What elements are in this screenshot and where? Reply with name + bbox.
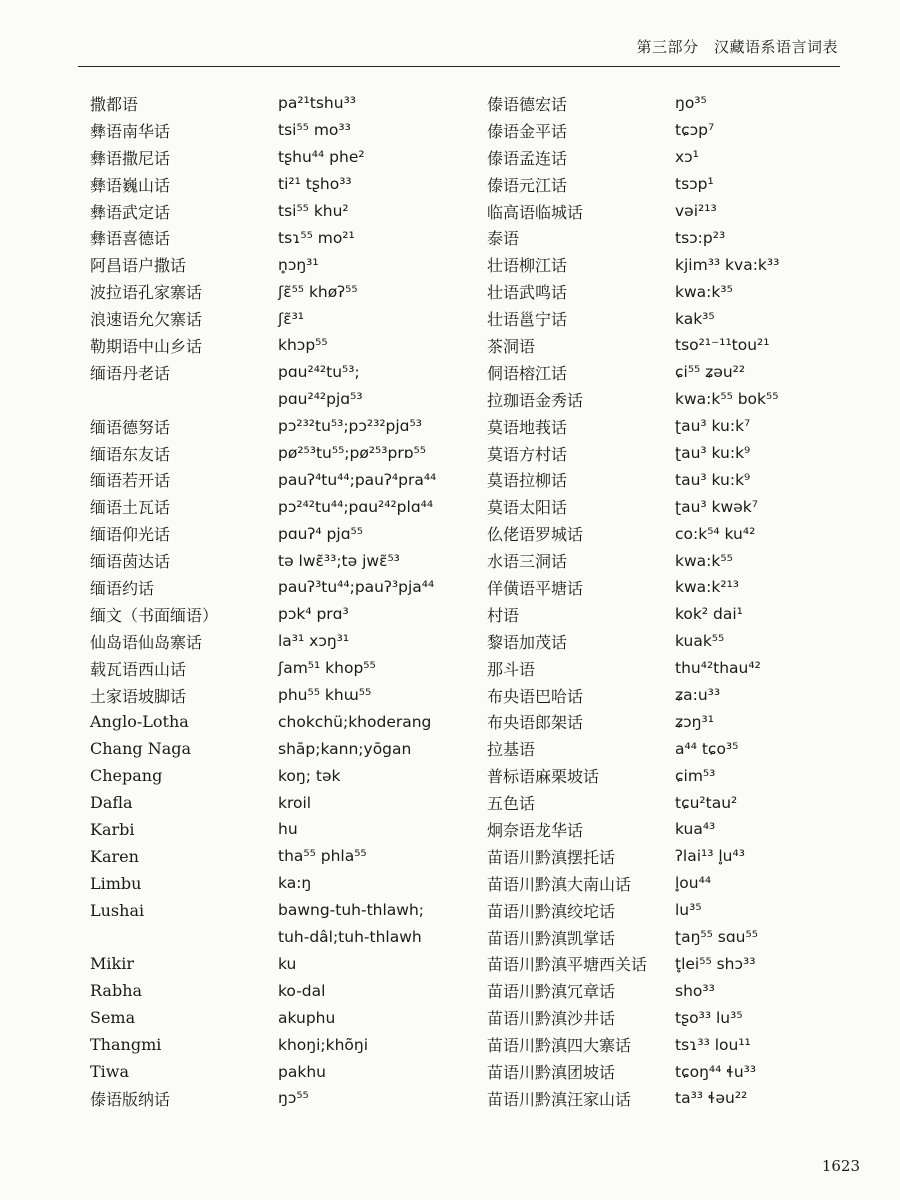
entry-row xyxy=(487,628,847,655)
language-name: 拉基语 xyxy=(487,740,536,760)
word-form: ʈau³ ku:k⁷ xyxy=(675,417,751,436)
entry-row xyxy=(487,870,847,897)
word-form: hu xyxy=(278,820,298,839)
word-form: xɔ¹ xyxy=(675,148,699,167)
entry-row xyxy=(90,574,470,601)
word-form: t̥lei⁵⁵ shɔ³³ xyxy=(675,954,756,973)
word-form: tha⁵⁵ phla⁵⁵ xyxy=(278,847,367,866)
word-form: kroil xyxy=(278,793,312,812)
language-name: 傣语孟连话 xyxy=(487,148,568,168)
entry-row xyxy=(487,386,847,413)
entry-row xyxy=(487,332,847,359)
language-name: 缅文（书面缅语） xyxy=(90,605,219,625)
word-form: khoŋi;khõŋi xyxy=(278,1035,369,1054)
language-name: 水语三洞话 xyxy=(487,552,568,572)
word-form: tsɔp¹ xyxy=(675,175,714,194)
word-form: ɕi⁵⁵ ʑəu²² xyxy=(675,363,746,382)
entry-row xyxy=(487,601,847,628)
entry-row xyxy=(90,924,470,951)
language-name: 苗语川黔滇绞坨话 xyxy=(487,901,616,921)
word-form: l̥ou⁴⁴ xyxy=(675,874,712,893)
entry-row xyxy=(487,574,847,601)
entry-row xyxy=(487,413,847,440)
entry-row xyxy=(90,359,470,386)
word-form: pɔ²⁴²tu⁴⁴;pɑu²⁴²plɑ⁴⁴ xyxy=(278,497,434,516)
entry-row xyxy=(90,977,470,1004)
word-form: ʃɛ̃³¹ xyxy=(278,309,305,328)
language-name: 缅语若开话 xyxy=(90,471,171,491)
entry-row xyxy=(487,117,847,144)
language-name: Anglo-Lotha xyxy=(90,712,189,732)
word-form: co:k⁵⁴ ku⁴² xyxy=(675,524,756,543)
entry-row xyxy=(90,440,470,467)
entry-row xyxy=(487,816,847,843)
word-form: kua⁴³ xyxy=(675,820,716,839)
language-name: Lushai xyxy=(90,900,145,920)
language-name: 缅语土瓦话 xyxy=(90,498,171,518)
word-form: shāp;kann;yōgan xyxy=(278,739,412,758)
entry-row xyxy=(90,1004,470,1031)
language-name: Tiwa xyxy=(90,1062,130,1081)
entry-row xyxy=(90,171,470,198)
language-name: 村语 xyxy=(487,605,520,625)
entry-row xyxy=(90,413,470,440)
language-name: 苗语川黔滇汪家山话 xyxy=(487,1089,632,1109)
entry-row xyxy=(487,493,847,520)
language-name: 彝语喜德话 xyxy=(90,229,171,249)
word-form: khɔp⁵⁵ xyxy=(278,336,328,355)
language-name: 那斗语 xyxy=(487,659,536,679)
language-name: 苗语川黔滇平塘西关话 xyxy=(487,955,648,975)
word-form: tsɔ:p²³ xyxy=(675,228,726,247)
word-form: ta³³ ɬəu²² xyxy=(675,1089,748,1108)
language-name: 载瓦语西山话 xyxy=(90,659,187,679)
entry-row xyxy=(90,224,470,251)
language-name: 土家语坡脚话 xyxy=(90,686,187,706)
entry-row xyxy=(487,789,847,816)
language-name: 彝语武定话 xyxy=(90,202,171,222)
word-form: tɕɔp⁷ xyxy=(675,121,715,140)
entry-row xyxy=(90,493,470,520)
word-form: ʑa:u³³ xyxy=(675,686,721,705)
language-name: 仫佬语罗城话 xyxy=(487,525,584,545)
entry-row xyxy=(90,251,470,278)
language-name: 侗语榕江话 xyxy=(487,363,568,383)
entry-row xyxy=(90,198,470,225)
word-form: ku xyxy=(278,954,297,973)
entry-row xyxy=(487,171,847,198)
entry-row xyxy=(90,305,470,332)
entry-row xyxy=(487,708,847,735)
header-rule xyxy=(78,66,840,67)
language-name: 彝语巍山话 xyxy=(90,175,171,195)
entry-row xyxy=(487,1058,847,1085)
word-form: chokchü;khoderang xyxy=(278,712,432,731)
word-form: pakhu xyxy=(278,1062,326,1081)
word-form: kwa:k⁵⁵ bok⁵⁵ xyxy=(675,390,779,409)
word-form: pɑuʔ⁴ pjɑ⁵⁵ xyxy=(278,524,363,543)
word-form: pauʔ³tu⁴⁴;pauʔ³pja⁴⁴ xyxy=(278,578,435,597)
word-form: n̥ɔŋ³¹ xyxy=(278,255,319,274)
entry-row xyxy=(90,816,470,843)
word-form: tso²¹⁻¹¹tou²¹ xyxy=(675,336,770,355)
word-form: ʈau³ ku:k⁹ xyxy=(675,444,751,463)
entry-row xyxy=(90,708,470,735)
word-form: ʈaŋ⁵⁵ sɑu⁵⁵ xyxy=(675,928,758,947)
entry-row xyxy=(90,843,470,870)
language-name: Rabha xyxy=(90,981,143,1001)
language-name: 缅语茵达话 xyxy=(90,552,171,572)
entry-row xyxy=(90,90,470,117)
word-form: kok² dai¹ xyxy=(675,605,743,624)
word-form: pɑu²⁴²tu⁵³; xyxy=(278,363,360,382)
language-name: Karbi xyxy=(90,819,135,839)
language-name: 泰语 xyxy=(487,229,520,249)
word-form: tsɿ⁵⁵ mo²¹ xyxy=(278,228,355,247)
word-form: pø²⁵³tu⁵⁵;pø²⁵³prɒ⁵⁵ xyxy=(278,444,426,463)
entry-row xyxy=(90,951,470,978)
word-form: kwa:k³⁵ xyxy=(675,282,733,301)
left-column xyxy=(90,90,470,1112)
entry-row xyxy=(487,198,847,225)
word-form: koŋ; tək xyxy=(278,766,341,785)
entry-row xyxy=(487,520,847,547)
language-name: 缅语约话 xyxy=(90,578,155,598)
entry-row xyxy=(90,682,470,709)
entry-row xyxy=(487,440,847,467)
word-form: ʃɛ̃⁵⁵ khøʔ⁵⁵ xyxy=(278,282,358,301)
language-name: 波拉语孔家寨话 xyxy=(90,283,203,303)
entry-row xyxy=(487,1031,847,1058)
entry-row xyxy=(90,762,470,789)
entry-row xyxy=(90,520,470,547)
word-form: ŋɔ⁵⁵ xyxy=(278,1089,309,1108)
language-name: 苗语川黔滇大南山话 xyxy=(487,874,632,894)
language-name: 撒都语 xyxy=(90,94,139,114)
word-form: ka:ŋ xyxy=(278,874,312,893)
entry-row xyxy=(90,386,470,413)
entry-row xyxy=(487,547,847,574)
entry-row xyxy=(487,655,847,682)
language-name: Chepang xyxy=(90,766,163,786)
language-name: 五色话 xyxy=(487,794,536,814)
entry-row xyxy=(487,1085,847,1112)
entry-row xyxy=(90,655,470,682)
word-form: tau³ ku:k⁹ xyxy=(675,470,751,489)
entry-row xyxy=(487,843,847,870)
word-form: tɕoŋ⁴⁴ ɬu³³ xyxy=(675,1062,757,1081)
entry-row xyxy=(90,332,470,359)
language-name: 勒期语中山乡话 xyxy=(90,336,203,356)
word-form: tsi⁵⁵ mo³³ xyxy=(278,121,351,140)
word-form: kuak⁵⁵ xyxy=(675,632,725,651)
entry-row xyxy=(487,977,847,1004)
entry-row xyxy=(487,305,847,332)
word-form: vəi²¹³ xyxy=(675,202,717,220)
language-name: 苗语川黔滇团坡话 xyxy=(487,1063,616,1082)
language-name: 莫语地莪话 xyxy=(487,417,568,437)
entry-row xyxy=(90,1058,470,1085)
word-form: ti²¹ tʂho³³ xyxy=(278,175,352,194)
word-form: sho³³ xyxy=(675,981,715,1000)
language-name: 苗语川黔滇沙井话 xyxy=(487,1009,616,1029)
entry-row xyxy=(90,897,470,924)
word-form: ŋo³⁵ xyxy=(675,94,707,113)
language-name: 阿昌语户撒话 xyxy=(90,256,187,276)
language-name: 傣语元江话 xyxy=(487,175,568,195)
entry-row xyxy=(487,682,847,709)
entry-row xyxy=(487,924,847,951)
language-name: 壮语柳江话 xyxy=(487,256,568,276)
entry-row xyxy=(487,278,847,305)
language-name: 缅语丹老话 xyxy=(90,363,171,383)
language-name: 苗语川黔滇摆托话 xyxy=(487,847,616,867)
language-name: Sema xyxy=(90,1008,136,1028)
language-name: Limbu xyxy=(90,873,142,893)
language-name: 莫语太阳话 xyxy=(487,498,568,518)
entry-row xyxy=(90,278,470,305)
word-form: ko-dal xyxy=(278,981,326,1000)
word-form: ʃam⁵¹ khop⁵⁵ xyxy=(278,659,376,678)
word-form: pauʔ⁴tu⁴⁴;pauʔ⁴pra⁴⁴ xyxy=(278,470,437,489)
word-form: tsɿ³³ lou¹¹ xyxy=(675,1035,751,1054)
word-form: tɕu²tau² xyxy=(675,793,738,812)
entry-row xyxy=(90,547,470,574)
language-name: 彝语南华话 xyxy=(90,121,171,141)
entry-row xyxy=(487,762,847,789)
word-form: ʈau³ kwək⁷ xyxy=(675,497,758,516)
word-form: pa²¹tshu³³ xyxy=(278,94,356,113)
language-name: 仙岛语仙岛寨话 xyxy=(90,632,203,652)
language-name: 苗语川黔滇四大寨话 xyxy=(487,1036,632,1056)
language-name: 苗语川黔滇凯掌话 xyxy=(487,928,616,948)
word-form: ʑɔŋ³¹ xyxy=(675,712,714,731)
word-form: kjim³³ kva:k³³ xyxy=(675,255,780,274)
entry-row xyxy=(487,224,847,251)
language-name: 炯奈语龙华话 xyxy=(487,820,584,840)
entry-row xyxy=(487,897,847,924)
language-name: 佯僙语平塘话 xyxy=(487,578,584,598)
entry-row xyxy=(90,628,470,655)
word-form: lu³⁵ xyxy=(675,901,702,920)
language-name: 傣语德宏话 xyxy=(487,94,568,114)
language-name: 缅语东友话 xyxy=(90,444,171,464)
word-form: pɑu²⁴²pjɑ⁵³ xyxy=(278,390,363,409)
entry-row xyxy=(90,1085,470,1112)
language-name: 莫语拉柳话 xyxy=(487,471,568,491)
language-name: 茶洞语 xyxy=(487,336,536,356)
entry-row xyxy=(487,1004,847,1031)
word-form: tsi⁵⁵ khu² xyxy=(278,202,349,220)
right-column xyxy=(487,90,847,1112)
word-form: ɕim⁵³ xyxy=(675,766,716,785)
entry-row xyxy=(487,144,847,171)
entry-row xyxy=(487,90,847,117)
page-number: 1623 xyxy=(821,1157,860,1175)
language-name: 壮语邕宁话 xyxy=(487,310,568,330)
entry-row xyxy=(487,359,847,386)
word-form: ʔlai¹³ l̥u⁴³ xyxy=(675,847,745,866)
language-name: Karen xyxy=(90,846,139,866)
language-name: Dafla xyxy=(90,793,133,813)
word-form: pɔ²³²tu⁵³;pɔ²³²pjɑ⁵³ xyxy=(278,417,422,436)
running-header: 第三部分 汉藏语系语言词表 xyxy=(636,38,838,56)
word-form: tʂhu⁴⁴ phe² xyxy=(278,148,365,167)
entry-row xyxy=(90,466,470,493)
language-name: 傣语金平话 xyxy=(487,121,568,141)
entry-row xyxy=(90,144,470,171)
language-name: 浪速语允欠寨话 xyxy=(90,310,203,330)
language-name: 缅语仰光话 xyxy=(90,525,171,545)
word-form: kwa:k²¹³ xyxy=(675,578,739,597)
language-name: 布央语巴哈话 xyxy=(487,686,584,706)
word-form: a⁴⁴ tɕo³⁵ xyxy=(675,739,739,758)
word-form: kak³⁵ xyxy=(675,309,715,328)
language-name: 拉珈语金秀话 xyxy=(487,390,584,410)
language-name: Thangmi xyxy=(90,1035,162,1055)
language-name: 临高语临城话 xyxy=(487,202,584,222)
language-name: 彝语撒尼话 xyxy=(90,148,171,168)
language-name: 缅语德努话 xyxy=(90,417,171,437)
language-name: 黎语加茂话 xyxy=(487,632,568,652)
entry-row xyxy=(90,789,470,816)
language-name: Chang Naga xyxy=(90,739,192,759)
entry-row xyxy=(487,951,847,978)
word-form: kwa:k⁵⁵ xyxy=(675,551,733,570)
word-form: tə lwɛ̃³³;tə jwɛ̃⁵³ xyxy=(278,551,400,570)
language-name: 苗语川黔滇冗章话 xyxy=(487,982,616,1002)
language-name: 壮语武鸣话 xyxy=(487,283,568,303)
word-form: bawng-tuh-thlawh; xyxy=(278,901,425,920)
language-name: 莫语方村话 xyxy=(487,444,568,464)
entry-row xyxy=(90,601,470,628)
word-form: la³¹ xɔŋ³¹ xyxy=(278,632,350,651)
word-form: tʂo³³ lu³⁵ xyxy=(675,1008,743,1027)
word-form: phu⁵⁵ khɯ⁵⁵ xyxy=(278,686,372,705)
word-form: thu⁴²thau⁴² xyxy=(675,659,761,678)
language-name: 普标语麻栗坡话 xyxy=(487,767,600,787)
entry-row xyxy=(487,735,847,762)
language-name: 傣语版纳话 xyxy=(90,1089,171,1109)
language-name: Mikir xyxy=(90,954,134,974)
entry-row xyxy=(90,870,470,897)
entry-row xyxy=(487,466,847,493)
entry-row xyxy=(90,117,470,144)
language-name: 布央语郎架话 xyxy=(487,713,584,733)
entry-row xyxy=(487,251,847,278)
word-form: akuphu xyxy=(278,1008,336,1027)
word-form: pɔk⁴ prɑ³ xyxy=(278,605,349,624)
word-form: tuh-dâl;tuh-thlawh xyxy=(278,928,422,947)
entry-row xyxy=(90,1031,470,1058)
entry-row xyxy=(90,735,470,762)
